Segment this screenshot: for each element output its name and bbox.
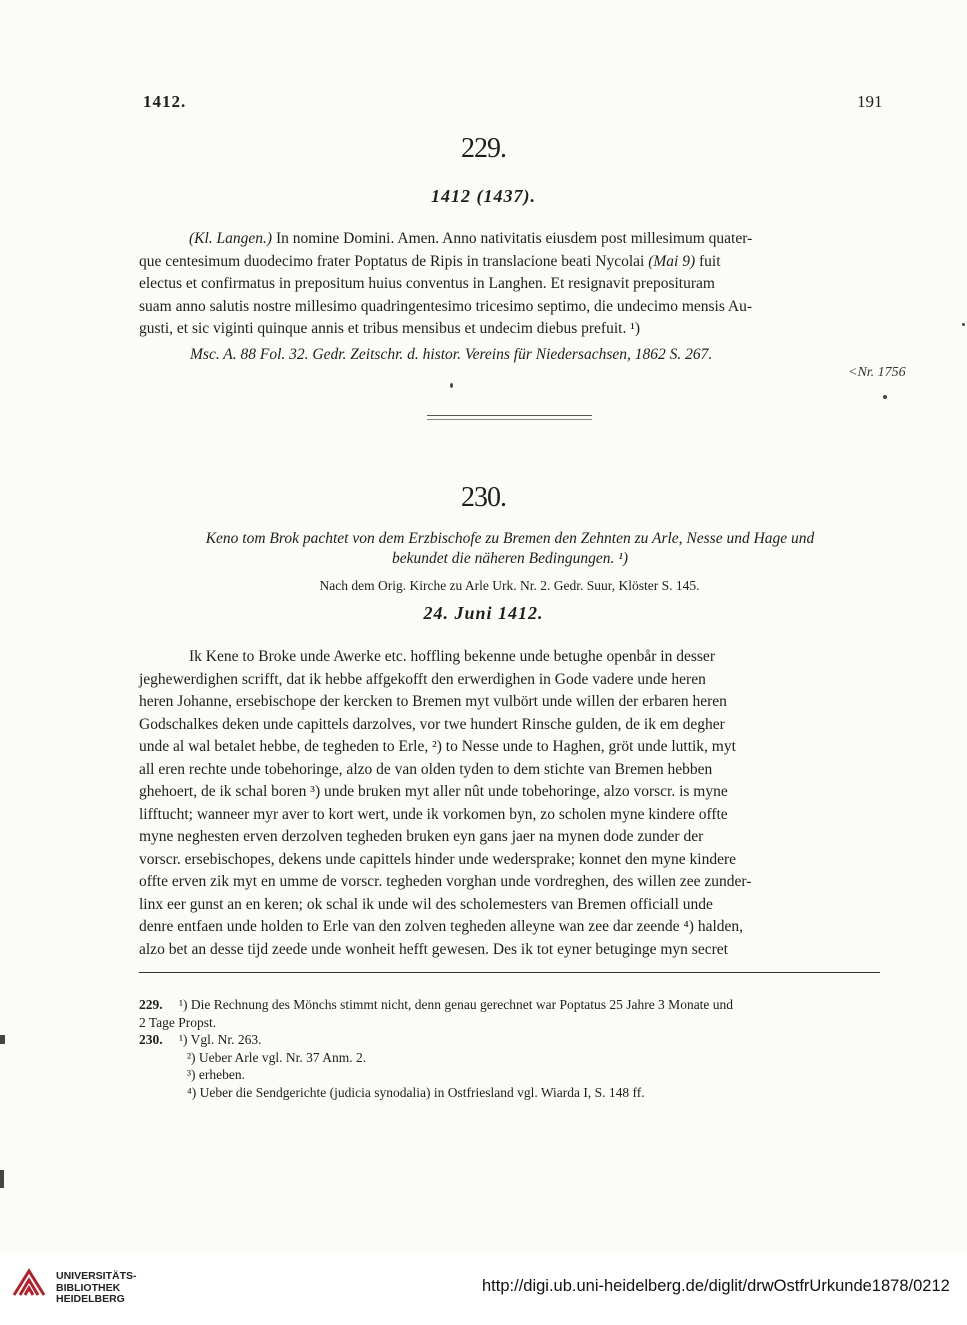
document-text-230 xyxy=(139,646,880,961)
footnote xyxy=(139,1066,884,1084)
footnote-text: ³) erheben. xyxy=(187,1067,246,1082)
logo-line: BIBLIOTHEK xyxy=(56,1281,121,1294)
footnote xyxy=(139,1049,884,1067)
section-divider-secondary xyxy=(427,419,592,420)
footer-bar xyxy=(0,1255,967,1325)
footnote-doc-number: 230. xyxy=(139,1032,163,1047)
text-line: denre entfaen unde holden to Erle van den zolven tegheden alleyne wan zee dar zeende ⁴) halden, xyxy=(139,918,744,935)
scan-speck xyxy=(450,383,453,388)
text-line xyxy=(139,251,880,274)
provenance-note: Nach dem Orig. Kirche zu Arle Urk. Nr. 2. Gedr. Suur, Klöster S. 145. xyxy=(319,578,700,593)
section-divider xyxy=(427,415,592,416)
footnote-text: ⁴) Ueber die Sendgerichte (judicia synodalia) in Ostfriesland vgl. Wiarda I, S. 148 ff. xyxy=(187,1084,645,1100)
footnote-text: ²) Ueber Arle vgl. Nr. 37 Anm. 2. xyxy=(187,1049,367,1065)
text-line: electus et confirmatus in prepositum huius conventus in Langhen. Et resignavit preposituram xyxy=(139,275,715,292)
text-line: heren Johanne, ersebischope der kercken to Bremen myt vulbört unde willen der erbaren heren xyxy=(139,693,727,710)
logo-line: HEIDELBERG xyxy=(56,1293,125,1305)
location-note: (Kl. Langen.) xyxy=(189,230,273,247)
page-number: 191 xyxy=(857,92,883,111)
text-span: In nomine Domini. Amen. Anno nativitatis eiusdem post millesimum quater- xyxy=(272,230,753,247)
document-date-230: 24. Juni 1412. xyxy=(423,603,544,623)
footnote xyxy=(139,996,884,1014)
text-span: fuit xyxy=(695,252,721,270)
source-citation-229: Msc. A. 88 Fol. 32. Gedr. Zeitschr. d. histor. Vereins für Niedersachsen, 1862 S. 267. xyxy=(190,346,713,363)
text-line: offte erven zik myt en umme de vorscr. tegheden vorghan unde vordreghen, des willen zee zunder- xyxy=(139,873,752,890)
document-text-229 xyxy=(139,228,880,341)
date-note: (Mai 9) xyxy=(648,252,696,270)
text-span: que centesimum duodecimo frater Poptatus de Ripis in translacione beati Nycolai xyxy=(139,252,649,270)
text-line xyxy=(139,228,880,251)
footnote-text: 2 Tage Propst. xyxy=(139,1014,217,1030)
footnote-doc-number: 229. xyxy=(139,997,163,1012)
footnote xyxy=(139,1014,884,1032)
text-line: ghehoert, de ik schal boren ³) unde bruken myt aller nût unde tobehoringe, alzo vorscr. is myne xyxy=(139,783,728,800)
library-logo-icon[interactable] xyxy=(10,1265,48,1303)
running-head: 1412. xyxy=(143,92,187,111)
text-line: linx eer gunst an en keren; ok schal ik unde wil des scholemesters van Bremen officiall unde xyxy=(139,895,713,913)
footnotes xyxy=(139,996,884,1101)
regest-line: Keno tom Brok pachtet von dem Erzbischofe zu Bremen den Zehnten zu Arle, Nesse und Hage und xyxy=(205,530,815,547)
footnote-rule xyxy=(139,972,880,973)
text-line: alzo bet an desse tijd zeede unde wonheit hefft gewesen. Des ik tot eyner betuginge myn secret xyxy=(139,940,728,958)
text-line: Godschalkes deken unde capittels darzolves, vor twe hundert Rinsche gulden, de ik em degher xyxy=(139,715,725,733)
text-line: gusti, et sic viginti quinque annis et tribus mensibus et undecim diebus prefuit. ¹) xyxy=(139,320,641,337)
scan-speck xyxy=(883,395,887,399)
library-logo-text xyxy=(56,1271,137,1306)
footnote-text: ¹) Vgl. Nr. 263. xyxy=(179,1032,262,1047)
document-date-229: 1412 (1437). xyxy=(431,186,536,206)
handwritten-note: <Nr. 1756 xyxy=(848,365,906,380)
document-number-229: 229. xyxy=(461,133,506,164)
document-number-230: 230. xyxy=(461,482,506,513)
text-line: jeghewerdighen scrifft, dat ik hebbe affgekofft den erwerdighen in Gode vadere unde heren xyxy=(139,670,706,688)
text-line: vorscr. ersebischopes, dekens unde capittels hinder unde wedersprake; konnet den myne kindere xyxy=(139,850,736,868)
scan-edge-mark xyxy=(0,1170,4,1188)
regest-line: bekundet die näheren Bedingungen. ¹) xyxy=(391,550,629,567)
permalink-url[interactable]: http://digi.ub.uni-heidelberg.de/diglit/drwOstfrUrkunde1878/0212 xyxy=(482,1277,950,1295)
footnote-text: ¹) Die Rechnung des Mönchs stimmt nicht, denn genau gerechnet war Poptatus 25 Jahre 3 Monate und xyxy=(179,997,734,1012)
scan-speck xyxy=(962,323,965,326)
text-line: all eren rechte unde tobehoringe, alzo de van olden tyden to dem stichte van Bremen hebben xyxy=(139,760,713,778)
footnote xyxy=(139,1084,884,1102)
text-line: lifftucht; wanneer myr aver to kort wert, unde ik vorkomen byn, zo scholen myne kindere offte xyxy=(139,805,728,823)
text-line: unde al wal betalet hebbe, de tegheden to Erle, ²) to Nesse unde to Haghen, gröt unde luttik, myt xyxy=(139,738,736,755)
scan-edge-mark xyxy=(0,1035,5,1044)
text-line: suam anno salutis nostre millesimo quadringentesimo tricesimo septimo, die undecimo mensis Au- xyxy=(139,297,753,315)
text-line: myne neghesten erven derzolven tegheden bruken eyn gans jaer na mynen dode zunder der xyxy=(139,828,704,845)
footnote xyxy=(139,1031,884,1049)
regest xyxy=(120,529,900,569)
text-line: Ik Kene to Broke unde Awerke etc. hoffling bekenne unde betughe openbår in desser xyxy=(189,648,715,665)
logo-line: UNIVERSITÄTS- xyxy=(56,1270,137,1282)
